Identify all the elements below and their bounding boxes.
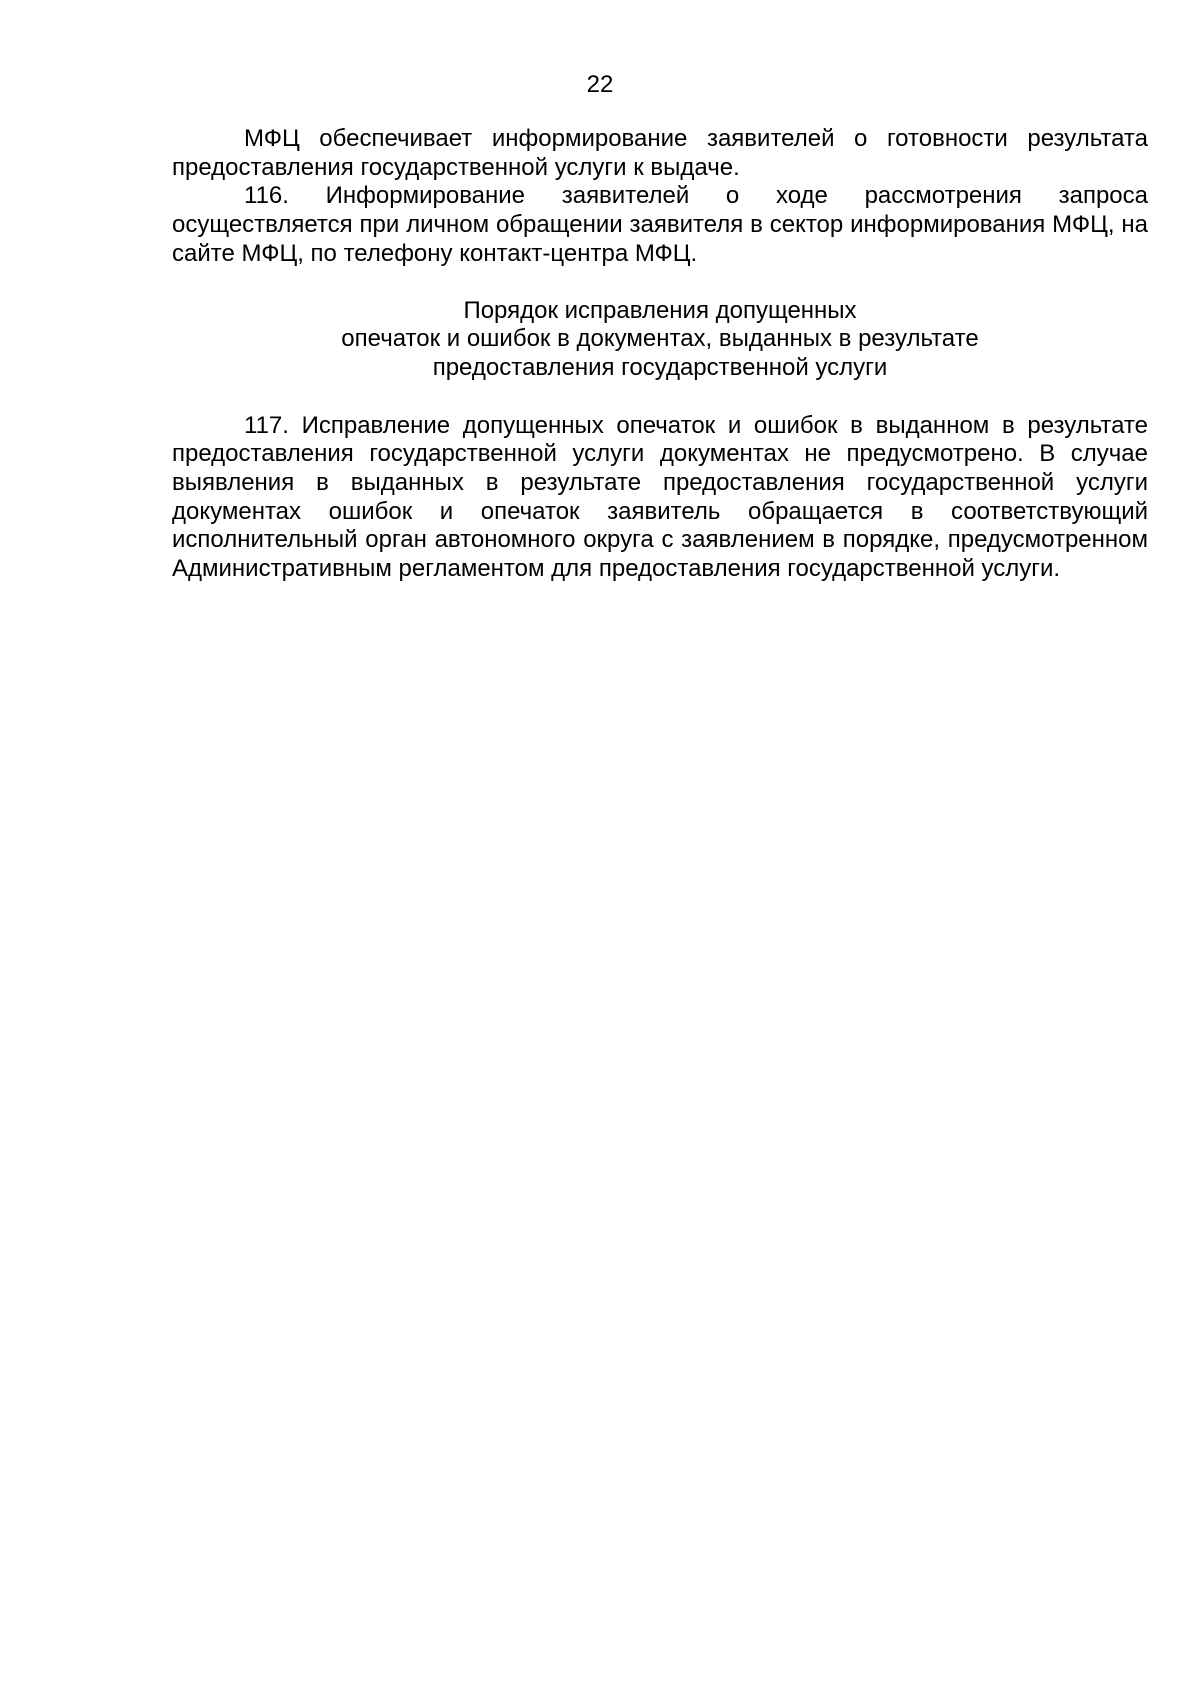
- paragraph-117-number: 117.: [244, 411, 289, 439]
- section-heading-line-1: Порядок исправления допущенных: [463, 296, 857, 324]
- document-body: [172, 125, 1148, 584]
- paragraph-116-number: 116.: [244, 182, 289, 210]
- paragraph-117-text: Исправление допущенных опечаток и ошибок в выданном в результате предоставления государственной услуги документах не предусмотрено. В случае выявления в выданных в результате предоставления государственной услуги документах ошибок и опечаток заявитель обращается в соответствующий исполнительный орган автономного округа с заявлением в порядке, предусмотренном Административным регламентом для предоставления государственной услуги.: [172, 411, 1148, 583]
- paragraph-116-text: Информирование заявителей о ходе рассмотрения запроса осуществляется при личном обращении заявителя в сектор информирования МФЦ, на сайте МФЦ, по телефону контакт-центра МФЦ.: [172, 182, 1149, 267]
- page-number: 22: [586, 71, 614, 98]
- paragraph-117: [172, 412, 1148, 584]
- paragraph-mfc-informing: МФЦ обеспечивает информирование заявителей о готовности результата предоставления государственной услуги к выдаче.: [172, 125, 1148, 181]
- section-heading-line-3: предоставления государственной услуги: [432, 353, 888, 381]
- paragraph-116: [172, 182, 1148, 268]
- section-heading-line-2: опечаток и ошибок в документах, выданных в результате: [341, 325, 979, 353]
- section-heading: [172, 297, 1148, 383]
